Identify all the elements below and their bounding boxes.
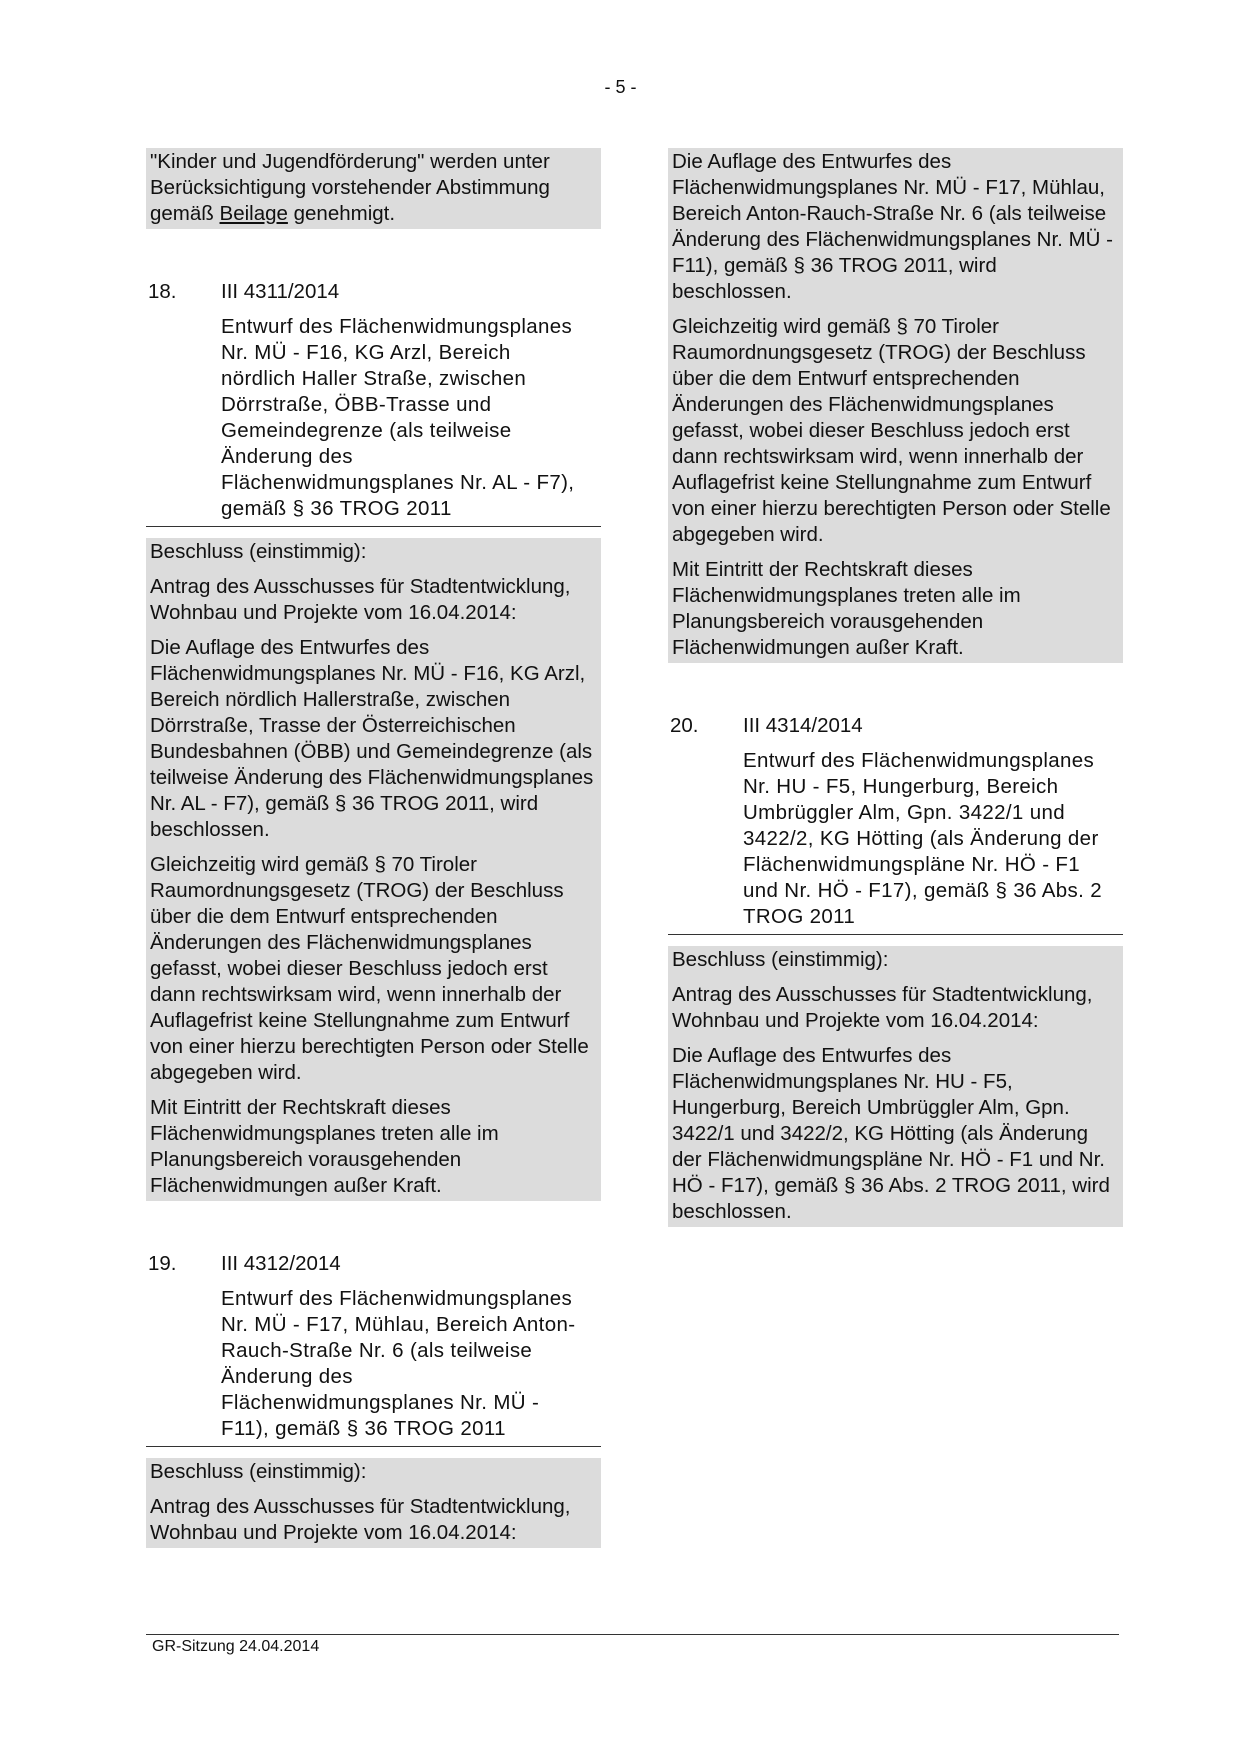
left-column xyxy=(146,148,601,1548)
carryover-block xyxy=(146,148,601,229)
item-19-number: 19. xyxy=(148,1252,177,1275)
item-20-beschluss: Beschluss (einstimmig): xyxy=(672,948,889,971)
item-18-reference: III 4311/2014 xyxy=(221,280,340,303)
agenda-item-18 xyxy=(146,279,601,1201)
item-20-reference: III 4314/2014 xyxy=(743,714,863,737)
item-20-resolution xyxy=(668,946,1123,1227)
item-19-beschluss: Beschluss (einstimmig): xyxy=(150,1460,367,1483)
item-19-resolution xyxy=(146,1458,601,1548)
item-19-description: Entwurf des Flächenwidmungsplanes Nr. MÜ - F17, Mühlau, Bereich Anton-Rauch-Straße Nr. 6 (als teilweise Änderung des Flächenwidmungsplanes Nr. MÜ - F11), gemäß § 36 TROG 2011 xyxy=(221,1287,576,1440)
right-column xyxy=(668,148,1123,1227)
carryover-post: genehmigt. xyxy=(293,202,396,225)
item-19-auflage: Die Auflage des Entwurfes des Flächenwidmungsplanes Nr. MÜ - F17, Mühlau, Bereich Anton-Rauch-Straße Nr. 6 (als teilweise Änderung des Flächenwidmungsplanes Nr. MÜ - F11), gemäß § 36 TROG 2011, wird beschlossen. xyxy=(672,150,1113,303)
footer-session: GR-Sitzung 24.04.2014 xyxy=(152,1638,320,1655)
item-19-gleichzeitig: Gleichzeitig wird gemäß § 70 Tiroler Raumordnungsgesetz (TROG) der Beschluss über die dem Entwurf entsprechenden Änderungen des Flächenwidmungsplanes gefasst, wobei dieser Beschluss jedoch erst dann rechtswirksam wird, wenn innerhalb der Auflagefrist keine Stellungnahme zum Entwurf von einer hierzu berechtigten Person oder Stelle abgegeben wird. xyxy=(672,315,1111,546)
item-20-heading xyxy=(668,713,1123,739)
item-19-heading xyxy=(146,1251,601,1277)
item-18-auflage: Die Auflage des Entwurfes des Flächenwidmungsplanes Nr. MÜ - F16, KG Arzl, Bereich nördlich Hallerstraße, zwischen Dörrstraße, Trasse der Österreichischen Bundesbahnen (ÖBB) und Gemeindegrenze (als teilweise Änderung des Flächenwidmungsplanes Nr. AL - F7), gemäß § 36 TROG 2011, wird beschlossen. xyxy=(150,636,594,841)
item-20-antrag: Antrag des Ausschusses für Stadtentwicklung, Wohnbau und Projekte vom 16.04.2014: xyxy=(672,983,1093,1032)
item-18-antrag: Antrag des Ausschusses für Stadtentwicklung, Wohnbau und Projekte vom 16.04.2014: xyxy=(150,575,571,624)
beilage-link: Beilage xyxy=(219,202,288,225)
item-18-gleichzeitig: Gleichzeitig wird gemäß § 70 Tiroler Raumordnungsgesetz (TROG) der Beschluss über die dem Entwurf entsprechenden Änderungen des Flächenwidmungsplanes gefasst, wobei dieser Beschluss jedoch erst dann rechtswirksam wird, wenn innerhalb der Auflagefrist keine Stellungnahme zum Entwurf von einer hierzu berechtigten Person oder Stelle abgegeben wird. xyxy=(150,853,589,1084)
item-19-reference: III 4312/2014 xyxy=(221,1252,341,1275)
item-18-heading xyxy=(146,279,601,305)
footer-divider xyxy=(146,1634,1119,1635)
item-20-auflage: Die Auflage des Entwurfes des Flächenwidmungsplanes Nr. HU - F5, Hungerburg, Bereich Umbrüggler Alm, Gpn. 3422/1 und 3422/2, KG Hötting (als Änderung der Flächenwidmungspläne Nr. HÖ - F1 und Nr. HÖ - F17), gemäß § 36 Abs. 2 TROG 2011, wird beschlossen. xyxy=(672,1044,1110,1223)
agenda-item-19 xyxy=(146,1251,601,1548)
item-18-number: 18. xyxy=(148,280,177,303)
item-19-eintritt: Mit Eintritt der Rechtskraft dieses Flächenwidmungsplanes treten alle im Planungsbereich vorausgehenden Flächenwidmungen außer Kraft. xyxy=(672,558,1021,659)
page-number: - 5 - xyxy=(604,77,637,97)
carryover-pre: "Kinder und Jugendförderung" werden unter Berücksichtigung vorstehender Abstimmung gemäß xyxy=(150,150,550,225)
carryover-text xyxy=(150,149,597,227)
item-18-beschluss: Beschluss (einstimmig): xyxy=(150,540,367,563)
item-19-divider xyxy=(146,1446,601,1447)
agenda-item-20 xyxy=(668,713,1123,1227)
item-18-eintritt: Mit Eintritt der Rechtskraft dieses Flächenwidmungsplanes treten alle im Planungsbereich vorausgehenden Flächenwidmungen außer Kraft. xyxy=(150,1096,499,1197)
item-19-resolution-continued xyxy=(668,148,1123,663)
item-19-antrag: Antrag des Ausschusses für Stadtentwicklung, Wohnbau und Projekte vom 16.04.2014: xyxy=(150,1495,571,1544)
item-18-resolution xyxy=(146,538,601,1201)
item-18-divider xyxy=(146,526,601,527)
item-20-description: Entwurf des Flächenwidmungsplanes Nr. HU - F5, Hungerburg, Bereich Umbrüggler Alm, Gpn. 3422/1 und 3422/2, KG Hötting (als Änderung der Flächenwidmungspläne Nr. HÖ - F1 und Nr. HÖ - F17), gemäß § 36 Abs. 2 TROG 2011 xyxy=(743,749,1102,928)
item-20-number: 20. xyxy=(670,714,699,737)
item-20-divider xyxy=(668,934,1123,935)
item-18-description: Entwurf des Flächenwidmungsplanes Nr. MÜ - F16, KG Arzl, Bereich nördlich Haller Straße, zwischen Dörrstraße, ÖBB-Trasse und Gemeindegrenze (als teilweise Änderung des Flächenwidmungsplanes Nr. AL - F7), gemäß § 36 TROG 2011 xyxy=(221,315,575,520)
